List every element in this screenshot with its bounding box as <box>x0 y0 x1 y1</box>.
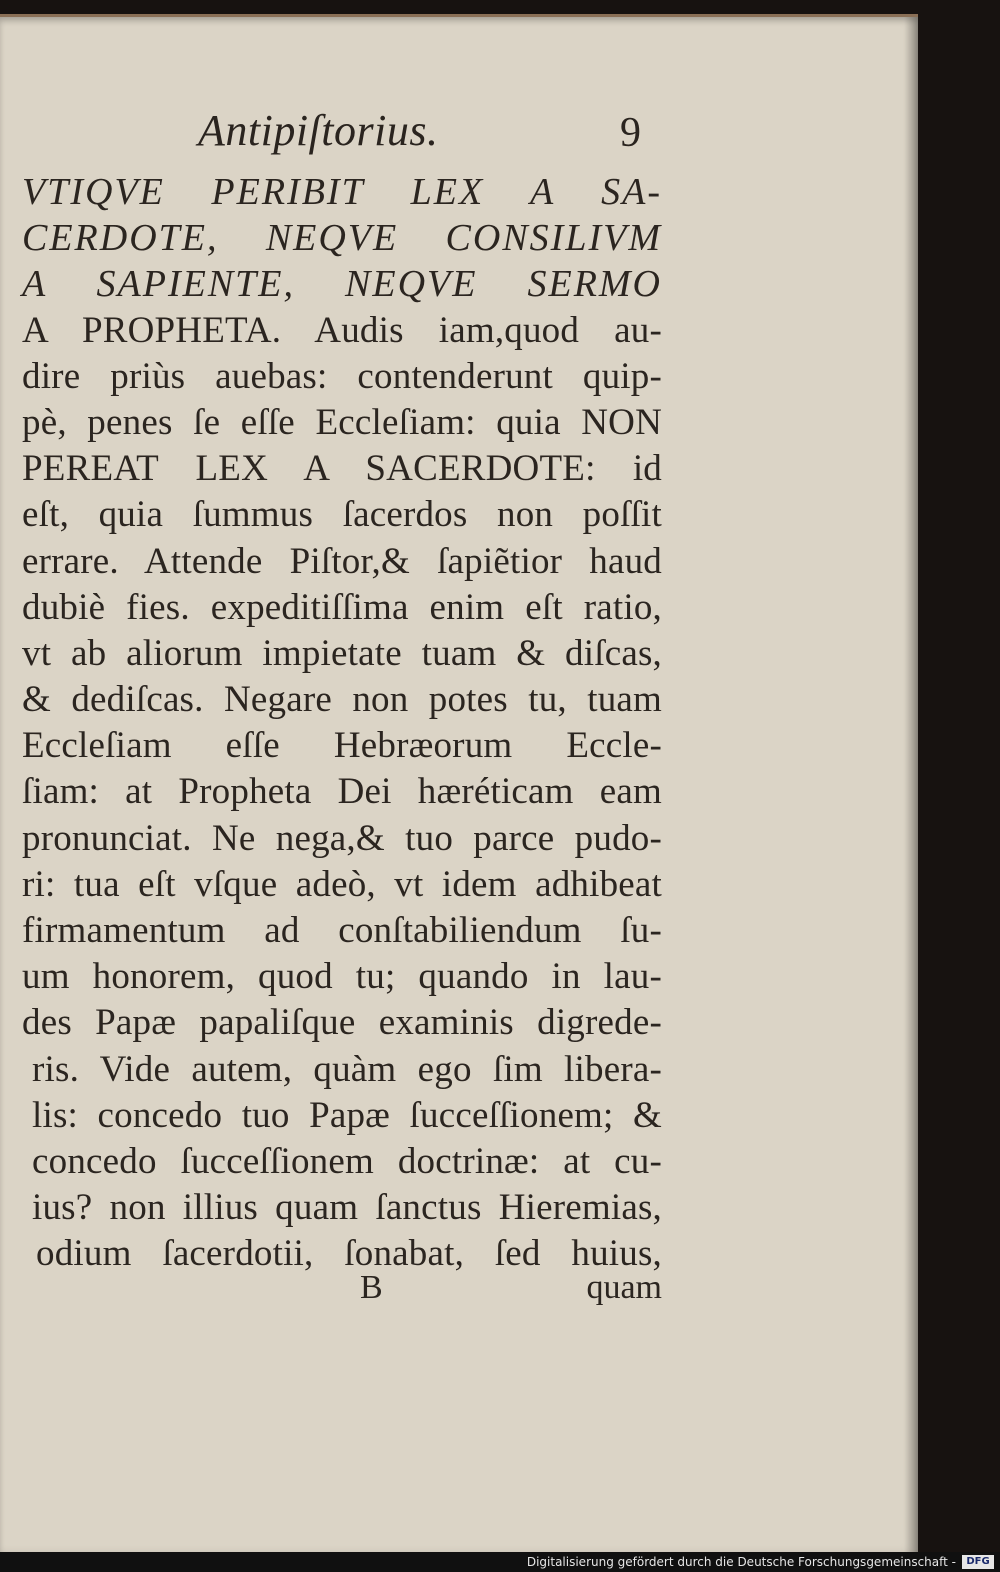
text-line-4: A PROPHETA. Audis iam,quod au- <box>22 309 662 351</box>
text-line-8: eſt, quia ſummus ſacerdos non poſſit <box>22 494 662 536</box>
text-line-2: CERDOTE, NEQVE CONSILIVM <box>22 217 662 260</box>
text-line-20: ris. Vide autem, quàm ego ſim libera- <box>32 1048 662 1090</box>
text-line-13: Eccleſiam eſſe Hebræorum Eccle- <box>22 725 662 767</box>
body-text <box>22 169 662 1278</box>
page-foot <box>22 1269 662 1315</box>
text-line-16: ri: tua eſt vſque adeò, vt idem adhibeat <box>22 863 662 905</box>
text-line-21: lis: concedo tuo Papæ ſucceſſionem; & <box>32 1094 662 1136</box>
text-line-9: errare. Attende Piſtor,& ſapiẽtior haud <box>22 540 662 582</box>
text-line-15: pronunciat. Ne nega,& tuo parce pudo- <box>22 817 662 859</box>
spine-shadow <box>904 17 918 1555</box>
text-line-23: ius? non illius quam ſanctus Hieremias, <box>32 1187 662 1229</box>
catchword: quam <box>586 1269 662 1306</box>
dfg-logo-icon: DFG <box>962 1555 994 1569</box>
footer-credit: Digitalisierung gefördert durch die Deutsche Forschungsgemeinschaft - <box>526 1555 956 1569</box>
running-head <box>0 95 918 165</box>
text-line-17: firmamentum ad conſtabiliendum ſu- <box>22 910 662 951</box>
text-line-3: A SAPIENTE, NEQVE SERMO <box>22 263 662 306</box>
text-line-10: dubiè fies. expeditiſſima enim eſt ratio, <box>22 586 662 628</box>
digitization-footer <box>0 1552 1000 1572</box>
page-number: 9 <box>620 110 641 156</box>
text-line-19: des Papæ papaliſque examinis digrede- <box>22 1002 662 1044</box>
text-line-22: concedo ſucceſſionem doctrinæ: at cu- <box>32 1140 662 1182</box>
book-page <box>0 14 918 1555</box>
text-line-5: dire priùs auebas: contenderunt quip- <box>22 355 662 397</box>
text-line-7: PEREAT LEX A SACERDOTE: id <box>22 448 662 490</box>
text-line-18: um honorem, quod tu; quando in lau- <box>22 956 662 998</box>
text-line-14: ſiam: at Propheta Dei hæréticam eam <box>22 771 662 813</box>
text-line-24: odium ſacerdotii, ſonabat, ſed huius, <box>36 1233 662 1275</box>
text-line-12: & dediſcas. Negare non potes tu, tuam <box>22 679 662 721</box>
text-line-11: vt ab aliorum impietate tuam & diſcas, <box>22 632 662 674</box>
text-line-6: pè, penes ſe eſſe Eccleſiam: quia NON <box>22 401 662 443</box>
signature-mark: B <box>360 1269 383 1306</box>
running-title: Antipiſtorius. <box>198 106 439 155</box>
text-line-1: VTIQVE PERIBIT LEX A SA- <box>22 171 662 213</box>
